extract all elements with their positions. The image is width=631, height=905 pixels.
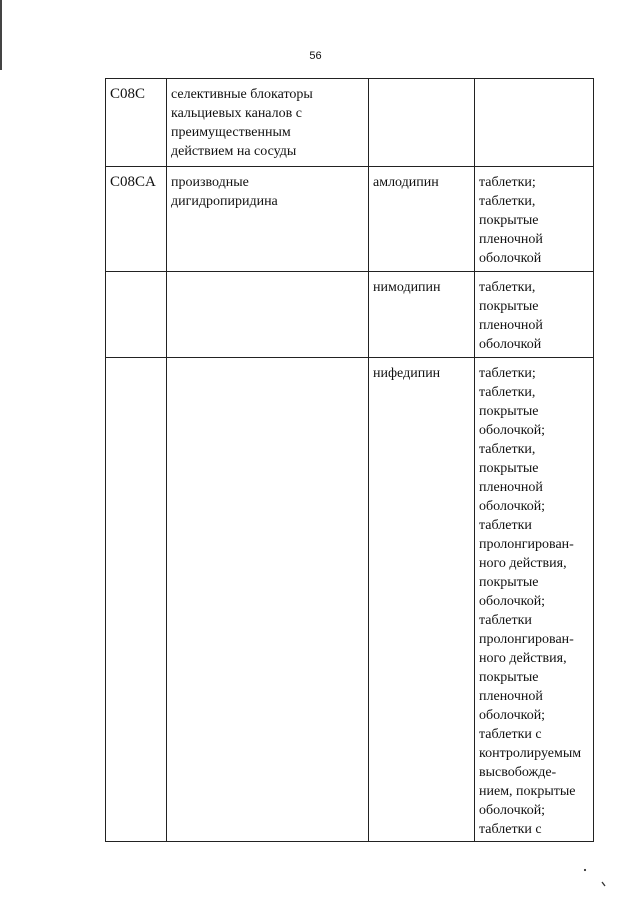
atc-code-cell: [106, 272, 167, 358]
atc-code: C08C: [110, 86, 146, 102]
group-cell: [167, 358, 369, 842]
drug-name: амлодипин: [373, 175, 439, 190]
form-line: оболочкой;: [479, 803, 546, 818]
dosage-form-cell: [475, 167, 594, 272]
form-line: пленочной: [479, 689, 543, 704]
atc-code-cell: [106, 358, 167, 842]
drug-name: нифедипин: [373, 366, 441, 381]
form-line: нием, покрытые: [479, 784, 576, 799]
scan-specks: [580, 865, 620, 895]
group-line: кальциевых каналов с: [171, 106, 302, 121]
form-line: покрытые: [479, 404, 539, 419]
group-cell: [167, 272, 369, 358]
drug-name-cell: [369, 167, 475, 272]
form-line: пролонгирован-: [479, 537, 574, 552]
form-line: ного действия,: [479, 651, 567, 666]
form-line: таблетки;: [479, 366, 536, 381]
form-line: оболочкой: [479, 251, 542, 266]
form-line: оболочкой;: [479, 594, 546, 609]
group-line: преимущественным: [171, 125, 291, 140]
form-line: оболочкой;: [479, 423, 546, 438]
form-line: таблетки,: [479, 385, 536, 400]
table-row: [106, 358, 594, 842]
form-line: пленочной: [479, 480, 543, 495]
form-line: таблетки: [479, 518, 532, 533]
dosage-form-cell: [475, 358, 594, 842]
form-line: таблетки с: [479, 822, 542, 837]
dosage-form-cell: [475, 272, 594, 358]
form-line: покрытые: [479, 461, 539, 476]
table-row: [106, 79, 594, 167]
form-line: таблетки: [479, 613, 532, 628]
form-line: покрытые: [479, 213, 539, 228]
form-line: ного действия,: [479, 556, 567, 571]
table-row: [106, 167, 594, 272]
form-line: высвобожде-: [479, 765, 557, 780]
atc-code-cell: [106, 79, 167, 167]
form-line: таблетки,: [479, 442, 536, 457]
form-line: пролонгирован-: [479, 632, 574, 647]
drug-name-cell: [369, 358, 475, 842]
group-line: производные: [171, 175, 249, 190]
drug-name-cell: [369, 272, 475, 358]
form-line: покрытые: [479, 575, 539, 590]
form-line: оболочкой: [479, 337, 542, 352]
group-line: дигидропиридина: [171, 194, 278, 209]
group-cell: [167, 167, 369, 272]
atc-code: C08CA: [110, 174, 156, 190]
form-line: пленочной: [479, 232, 543, 247]
page-number: 56: [309, 50, 322, 62]
form-line: оболочкой;: [479, 708, 546, 723]
drug-classification-table: [105, 78, 594, 842]
drug-name: нимодипин: [373, 280, 441, 295]
form-line: пленочной: [479, 318, 543, 333]
form-line: таблетки,: [479, 194, 536, 209]
form-line: покрытые: [479, 299, 539, 314]
form-line: таблетки,: [479, 280, 536, 295]
form-line: таблетки с: [479, 727, 542, 742]
form-line: оболочкой;: [479, 499, 546, 514]
group-cell: [167, 79, 369, 167]
form-line: покрытые: [479, 670, 539, 685]
dosage-form-cell: [475, 79, 594, 167]
table-row: [106, 272, 594, 358]
drug-name-cell: [369, 79, 475, 167]
group-line: действием на сосуды: [171, 144, 297, 159]
atc-code-cell: [106, 167, 167, 272]
form-line: таблетки;: [479, 175, 536, 190]
group-line: селективные блокаторы: [171, 87, 313, 102]
form-line: контролируемым: [479, 746, 582, 761]
